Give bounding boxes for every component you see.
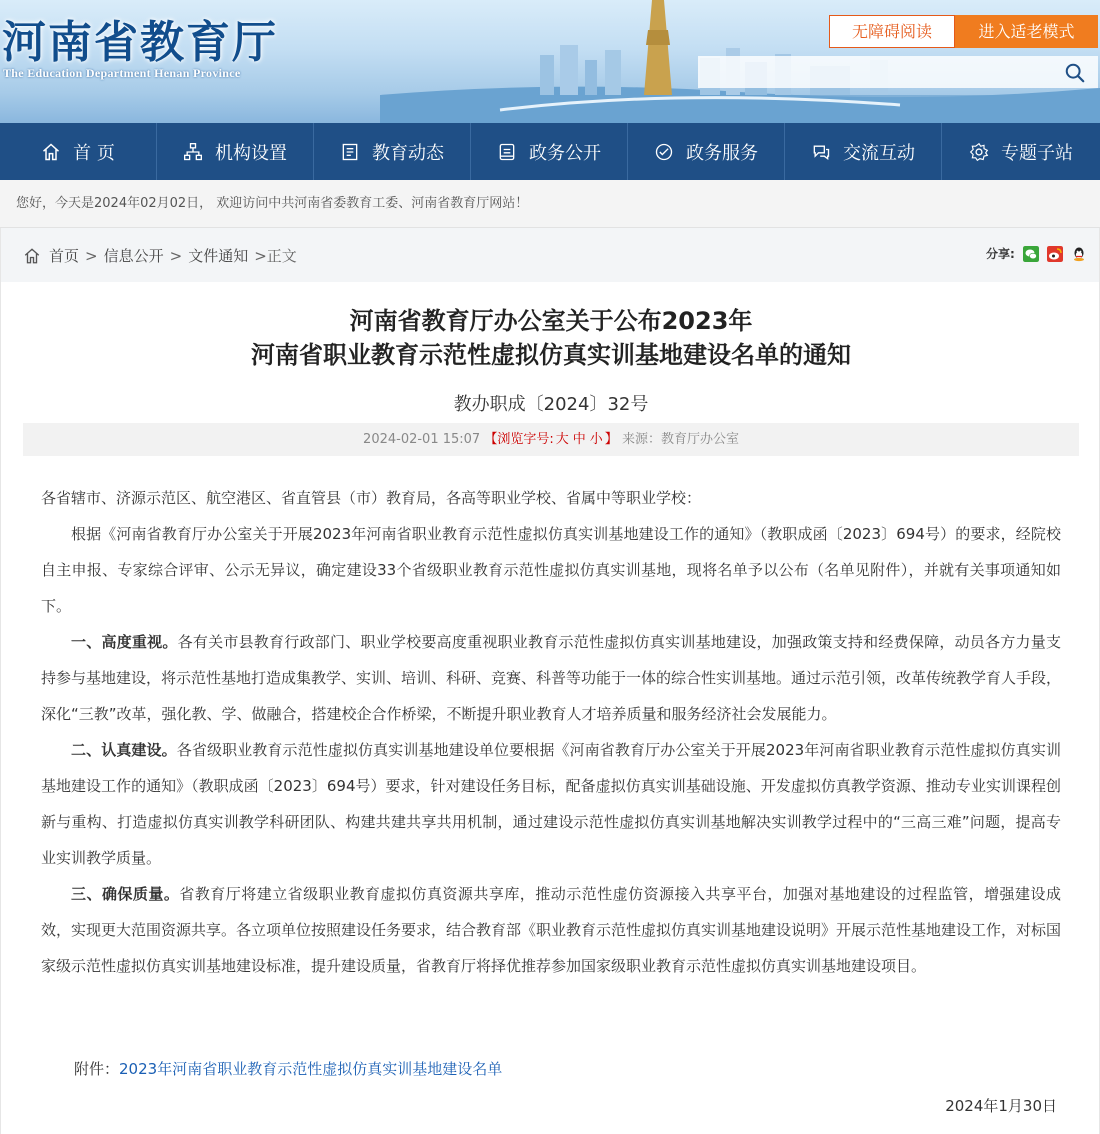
font-size-control	[484, 432, 622, 447]
nav-item-government-services[interactable]	[628, 123, 785, 180]
weibo-share-icon[interactable]	[1047, 246, 1063, 262]
attachment-link[interactable]: 2023年河南省职业教育示范性虚拟仿真实训基地建设名单	[119, 1060, 503, 1078]
breadcrumb-info-disclosure[interactable]: 信息公开	[103, 247, 164, 265]
welcome-message: 您好，今天是2024年02月02日， 欢迎访问中共河南省委教育工委、河南省教育厅网站！	[0, 180, 1100, 228]
nav-label: 机构设置	[215, 142, 287, 164]
document-number: 教办职成〔2024〕32号	[453, 394, 649, 415]
breadcrumb-home[interactable]: 首页	[49, 247, 80, 265]
accessibility-reading-button[interactable]: 无障碍阅读	[829, 15, 955, 48]
qq-share-icon[interactable]	[1071, 246, 1087, 262]
interaction-icon	[811, 142, 831, 162]
article-title	[1, 304, 1100, 372]
nav-label: 交流互动	[843, 142, 915, 164]
paragraph	[41, 876, 1061, 984]
nav-label: 教育动态	[372, 142, 444, 164]
font-size-label: 【浏览字号:	[484, 432, 554, 447]
site-logo-en: The Education Department Henan Province	[3, 66, 241, 80]
elder-mode-button[interactable]: 进入适老模式	[955, 15, 1098, 48]
share-bar	[986, 245, 1087, 262]
breadcrumb-separator: >	[169, 246, 183, 265]
nav-item-news[interactable]	[314, 123, 471, 180]
nav-item-home[interactable]	[0, 123, 157, 180]
publish-time: 2024-02-01 15:07	[363, 432, 481, 447]
document-icon	[497, 142, 517, 162]
breadcrumb-file-notices[interactable]: 文件通知	[188, 247, 249, 265]
font-size-large-button[interactable]: 大	[555, 432, 569, 447]
home-icon	[23, 247, 41, 265]
search-box	[698, 56, 1098, 88]
main-nav	[0, 123, 1100, 180]
home-icon	[41, 142, 61, 162]
article-date: 2024年1月30日	[945, 1097, 1057, 1115]
article-body	[41, 480, 1061, 984]
font-size-medium-button[interactable]: 中	[572, 432, 586, 447]
nav-item-special-topics[interactable]	[942, 123, 1100, 180]
article-title-line2: 河南省职业教育示范性虚拟仿真实训基地建设名单的通知	[251, 341, 851, 369]
site-logo-cn[interactable]: 河南省教育厅	[2, 17, 278, 68]
article-meta	[23, 423, 1079, 456]
paragraph: 根据《河南省教育厅办公室关于开展2023年河南省职业教育示范性虚拟仿真实训基地建设工作的通知》（教职成函〔2023〕694号）的要求，经院校自主申报、专家综合评审、公示无异议，确定建设33个省级职业教育示范性虚拟仿真实训基地，现将名单予以公布（名单见附件），并就有关事项通知如下。	[41, 525, 1061, 615]
wechat-share-icon[interactable]	[1023, 246, 1039, 262]
service-icon	[654, 142, 674, 162]
font-size-small-button[interactable]: 小	[589, 432, 603, 447]
paragraph-heading: 二、认真建设。	[71, 741, 177, 759]
share-label: 分享:	[986, 247, 1015, 261]
nav-item-organization[interactable]	[157, 123, 314, 180]
breadcrumb-current: >正文	[254, 247, 297, 265]
search-input[interactable]	[698, 56, 1048, 88]
search-icon[interactable]	[1064, 62, 1086, 84]
paragraph-text: 各有关市县教育行政部门、职业学校要高度重视职业教育示范性虚拟仿真实训基地建设，加强政策支持和经费保障，动员各方力量支持参与基地建设，将示范性基地打造成集教学、实训、培训、科研、竞赛、科普等功能于一体的综合性实训基地。通过示范引领，改革传统教学育人手段，深化“三教”改革，强化教、学、做融合，搭建校企合作桥梁，不断提升职业教育人才培养质量和服务经济社会发展能力。	[41, 633, 1062, 723]
nav-item-government-affairs[interactable]	[471, 123, 628, 180]
header-banner	[0, 0, 1100, 123]
nav-label: 政务公开	[529, 142, 601, 164]
nav-label: 政务服务	[686, 142, 758, 164]
paragraph	[41, 624, 1061, 732]
attachment	[74, 1058, 502, 1079]
paragraph-heading: 一、高度重视。	[71, 633, 178, 651]
attachment-label: 附件：	[74, 1060, 120, 1078]
article-source: 来源：教育厅办公室	[621, 432, 739, 447]
nav-label: 专题子站	[1001, 142, 1073, 164]
breadcrumb-separator: >	[85, 246, 98, 265]
paragraph-text: 省教育厅将建立省级职业教育虚拟仿真资源共享库，推动示范性虚仿资源接入共享平台，加强对基地建设的过程监管，增强建设成效，实现更大范围资源共享。各立项单位按照建设任务要求，结合教育部《职业教育示范性虚拟仿真实训基地建设说明》开展示范性基地建设工作，对标国家级示范性虚拟仿真实训基地建设标准，提升建设质量，省教育厅将择优推荐参加国家级职业教育示范性虚拟仿真实训基地建设项目。	[41, 885, 1062, 975]
breadcrumb	[23, 245, 297, 266]
article-container	[0, 282, 1100, 1134]
paragraph	[41, 732, 1061, 876]
breadcrumb-bar	[0, 228, 1100, 282]
article-title-line1: 河南省教育厅办公室关于公布2023年	[349, 307, 753, 335]
news-icon	[340, 142, 360, 162]
paragraph-text: 各省级职业教育示范性虚拟仿真实训基地建设单位要根据《河南省教育厅办公室关于开展2023年河南省职业教育示范性虚拟仿真实训基地建设工作的通知》（教职成函〔2023〕694号）要求，针对建设任务目标，配备虚拟仿真实训基础设施、开发虚拟仿真教学资源、推动专业实训课程创新与重构、打造虚拟仿真实训教学科研团队、构建共建共享共用机制，通过建设示范性虚拟仿真实训基地解决实训教学过程中的“三高三难”问题，提高专业实训教学质量。	[41, 741, 1061, 867]
gear-icon	[969, 142, 989, 162]
org-chart-icon	[183, 142, 203, 162]
paragraph-heading: 三、确保质量。	[71, 885, 180, 903]
font-size-close: 】	[604, 432, 618, 447]
nav-item-interaction[interactable]	[785, 123, 942, 180]
nav-label: 首 页	[73, 142, 115, 164]
salutation: 各省辖市、济源示范区、航空港区、省直管县（市）教育局，各高等职业学校、省属中等职业学校：	[41, 489, 702, 507]
